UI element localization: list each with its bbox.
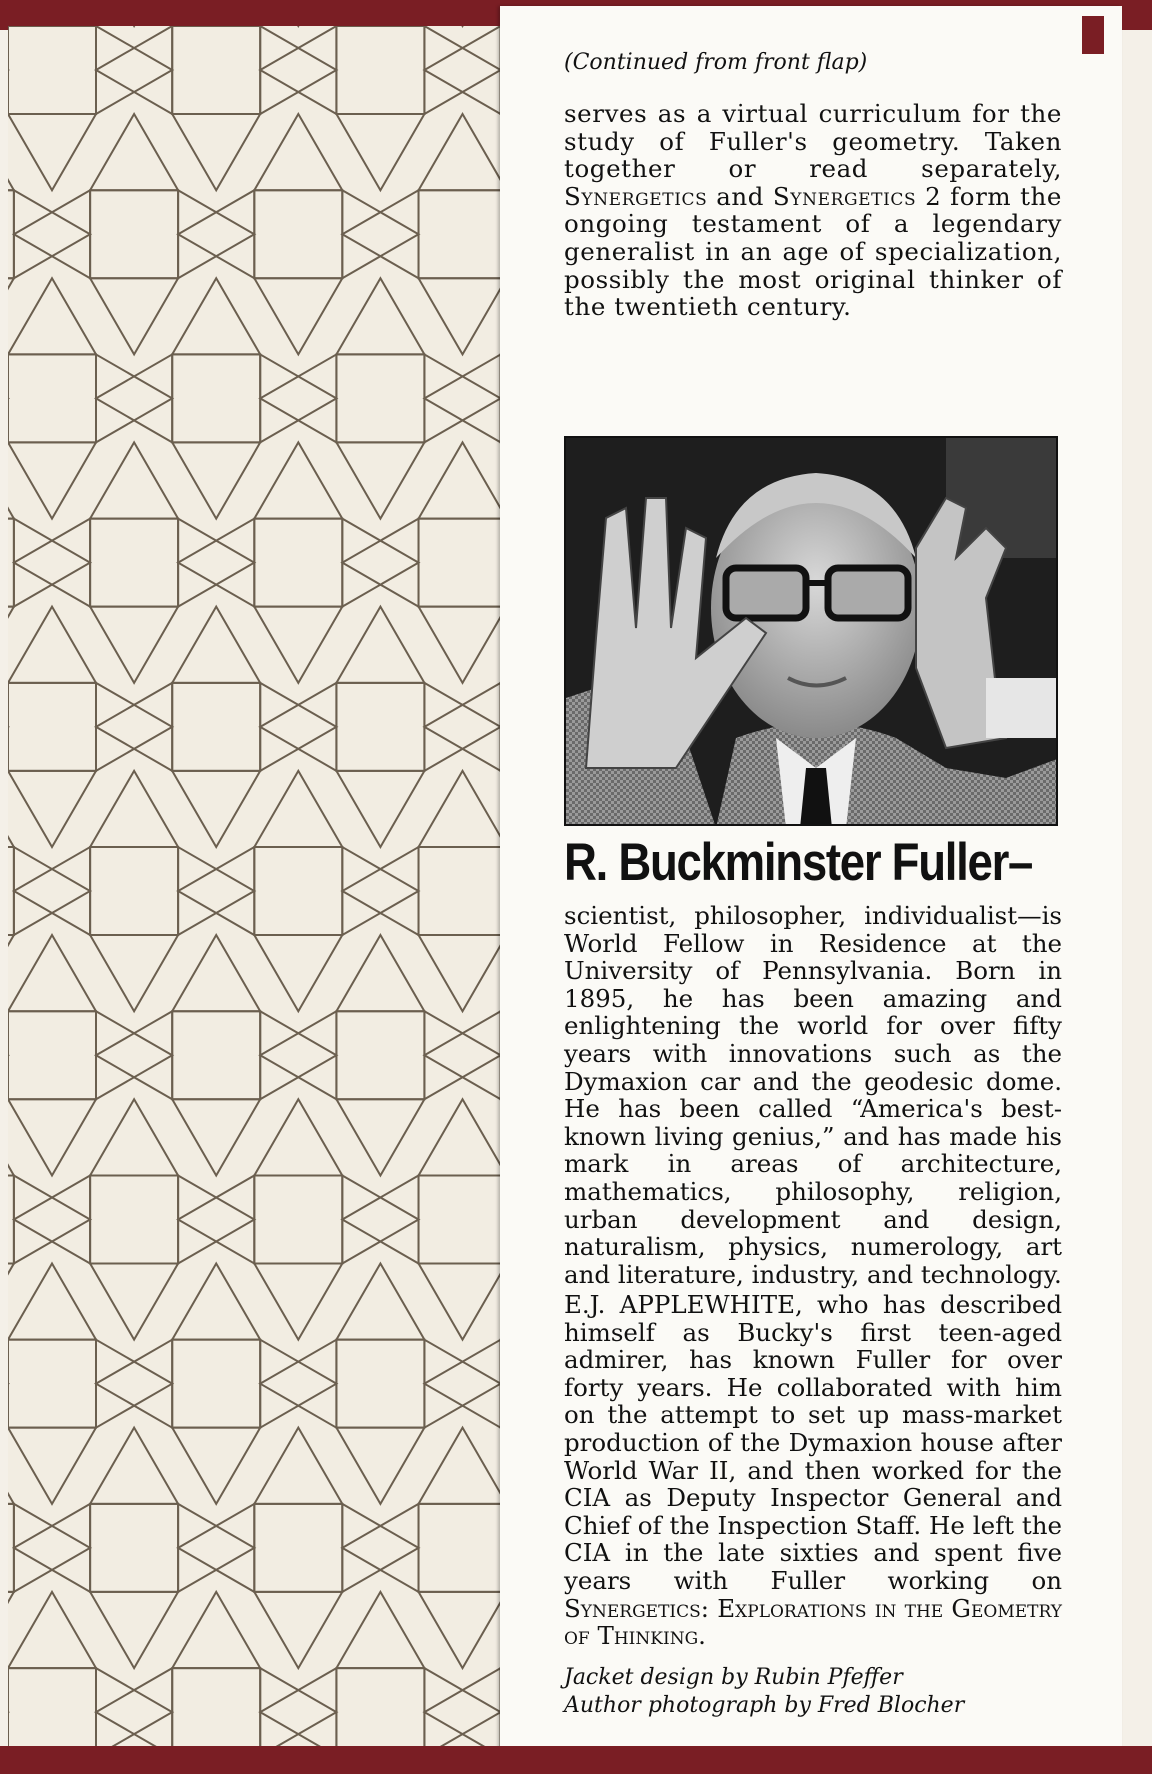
back-cover-pattern-panel (8, 26, 508, 1748)
author-photo-credit: Author photograph by Fred Blocher (564, 1693, 965, 1718)
author-portrait-icon (566, 438, 1058, 826)
fuller-bio-paragraph: scientist, philosopher, individualist—is World Fellow in Residence at the University of Pennsylvania. Born in 1895, he has been amazing and enlightening the world for over fifty years with innovations such as the Dymaxion car and the geodesic dome. He has been called “America's best-known living genius,” and has made his mark in areas of architecture, mathematics, philosophy, religion, urban development and design, naturalism, physics, numerology, art and literature, industry, and technology. (564, 901, 1062, 1289)
jacket-design-credit: Jacket design by Rubin Pfeffer (564, 1665, 903, 1690)
geometric-tiling-pattern (8, 26, 508, 1748)
credits (564, 1664, 964, 1720)
cloth-binding-bottom (0, 1746, 1152, 1774)
back-flap (500, 6, 1122, 1758)
applewhite-bio-paragraph: E.J. APPLEWHITE, who has described himself as Bucky's first teen-aged admirer, has known Fuller for over forty years. He collaborated with him on the attempt to set up mass-market production of the Dymaxion house after World War II, and then worked for the CIA as Deputy Inspector General and Chief of the Inspection Staff. He left the CIA in the late sixties and spent five years with Fuller working on Synergetics: Explorations in the Geometry of Thinking. (564, 1290, 1062, 1651)
corner-binding (1082, 16, 1104, 54)
curriculum-paragraph: serves as a virtual curriculum for the study of Fuller's geometry. Taken together or read separately, Synergetics and Synergetics 2 form the ongoing testament of a legendary generalist in an age of specialization, possibly the most original thinker of the twentieth century. (564, 99, 1062, 322)
author-photo (564, 436, 1058, 826)
author-heading: R. Buckminster Fuller– (564, 833, 1033, 892)
continued-note: (Continued from front flap) (564, 50, 868, 75)
